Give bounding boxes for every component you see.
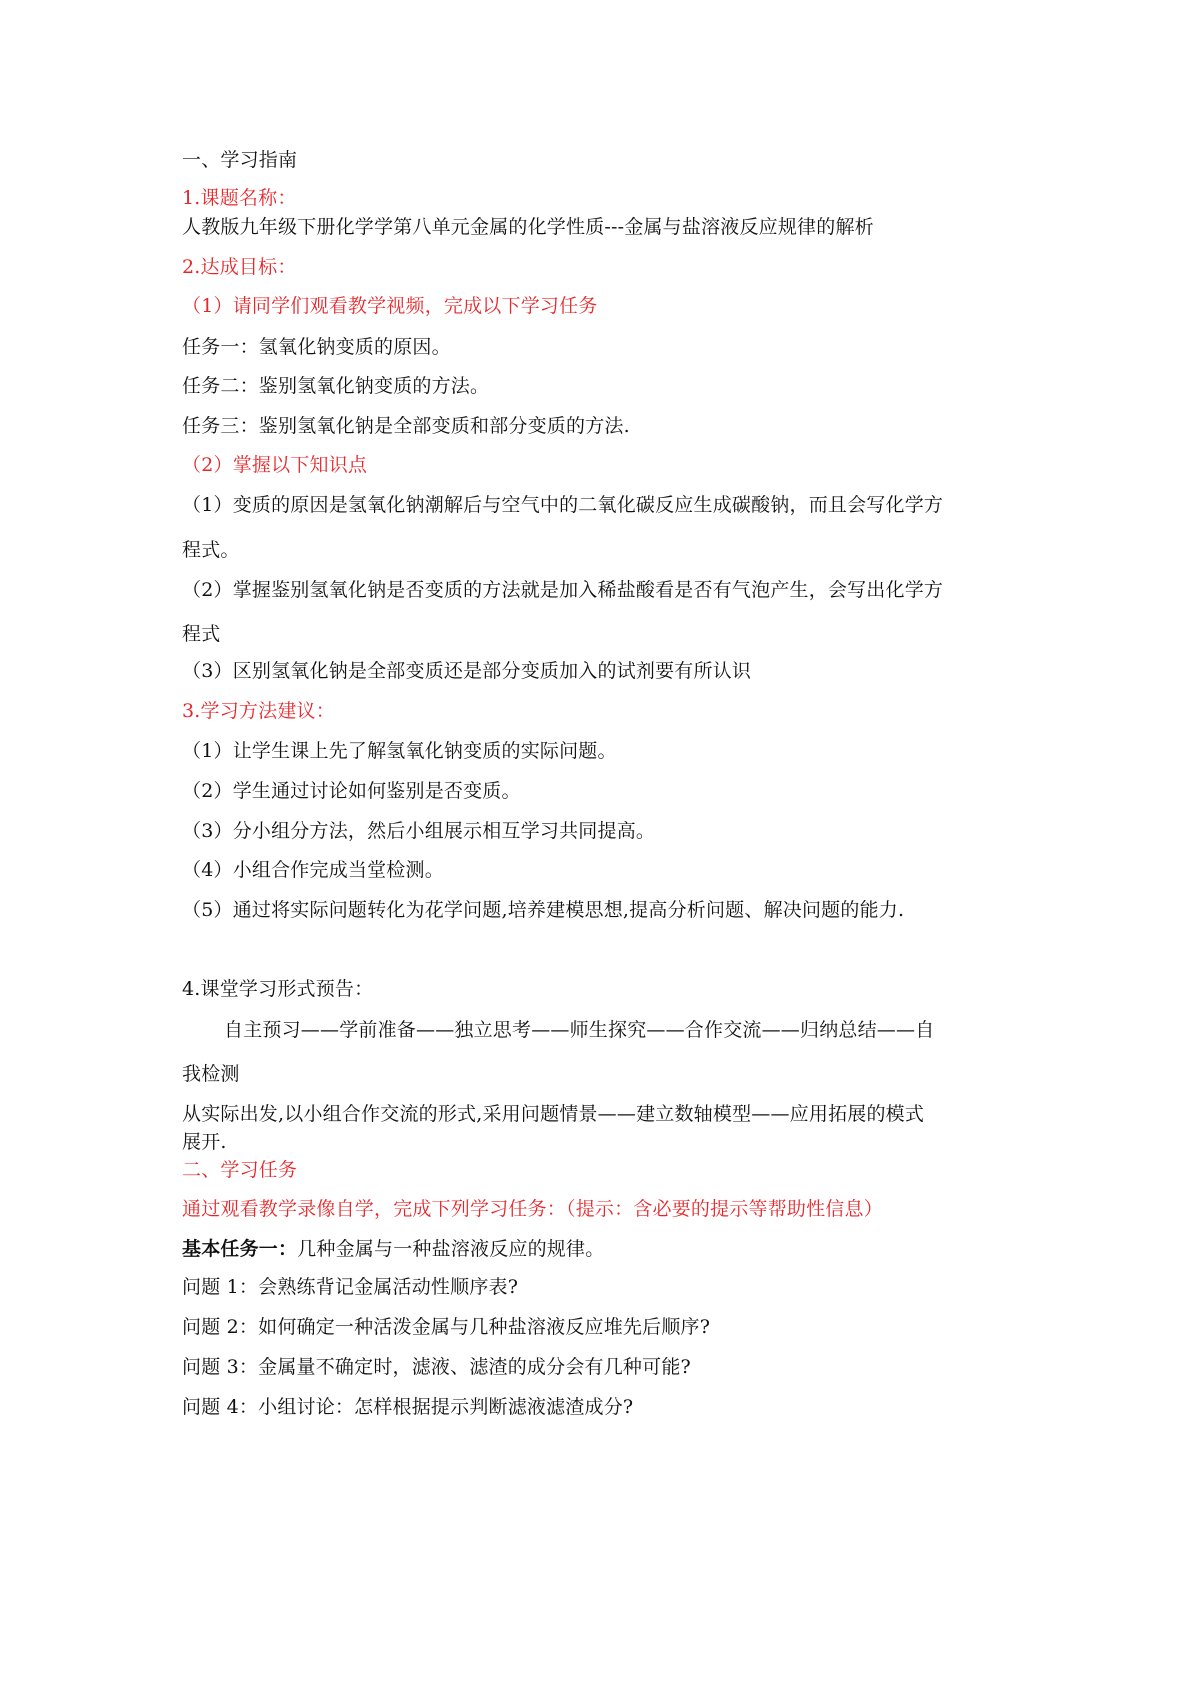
question-item: 问题 4：小组讨论：怎样根据提示判断滤液滤渣成分? <box>182 1396 634 1418</box>
task-item: 任务三：鉴别氢氧化钠是全部变质和部分变质的方法. <box>182 415 630 437</box>
knowledge-line: 程式。 <box>182 539 240 561</box>
method-item: （2）学生通过讨论如何鉴别是否变质。 <box>182 780 521 802</box>
basic-task-label: 基本任务一： <box>182 1238 298 1260</box>
question-item: 问题 3：金属量不确定时，滤液、滤渣的成分会有几种可能? <box>182 1356 691 1378</box>
form-line: 从实际出发,以小组合作交流的形式,采用问题情景——建立数轴模型——应用拓展的模式 <box>182 1103 925 1125</box>
goal-subheading-2: （2）掌握以下知识点 <box>182 454 368 476</box>
basic-task-text: 几种金属与一种盐溶液反应的规律。 <box>297 1238 605 1260</box>
question-item: 问题 2：如何确定一种活泼金属与几种盐溶液反应堆先后顺序? <box>182 1316 711 1338</box>
form-line: 自主预习——学前准备——独立思考——师生探究——合作交流——归纳总结——自 <box>224 1019 935 1041</box>
method-item: （5）通过将实际问题转化为花学问题,培养建模思想,提高分析问题、解决问题的能力. <box>182 899 905 921</box>
form-line: 展开. <box>182 1131 227 1153</box>
method-label: 3.学习方法建议： <box>182 700 335 722</box>
knowledge-line: 程式 <box>182 623 221 645</box>
method-item: （1）让学生课上先了解氢氧化钠变质的实际问题。 <box>182 740 617 762</box>
knowledge-line: （2）掌握鉴别氢氧化钠是否变质的方法就是加入稀盐酸看是否有气泡产生，会写出化学方 <box>182 579 944 601</box>
question-item: 问题 1：会熟练背记金属活动性顺序表? <box>182 1276 519 1298</box>
topic-label: 1.课题名称： <box>182 187 297 209</box>
method-item: （3）分小组分方法，然后小组展示相互学习共同提高。 <box>182 820 656 842</box>
knowledge-line: （1）变质的原因是氢氧化钠潮解后与空气中的二氧化碳反应生成碳酸钠，而且会写化学方 <box>182 494 944 516</box>
basic-task-line <box>182 1236 604 1262</box>
method-item: （4）小组合作完成当堂检测。 <box>182 859 444 881</box>
knowledge-line: （3）区别氢氧化钠是全部变质还是部分变质加入的试剂要有所认识 <box>182 660 752 682</box>
task-item: 任务一：氢氧化钠变质的原因。 <box>182 336 451 358</box>
section2-intro: 通过观看教学录像自学，完成下列学习任务：（提示：含必要的提示等帮助性信息） <box>182 1198 883 1220</box>
section2-heading: 二、学习任务 <box>182 1159 298 1181</box>
goal-subheading-1: （1）请同学们观看教学视频，完成以下学习任务 <box>182 295 598 317</box>
form-line: 我检测 <box>182 1063 240 1085</box>
task-item: 任务二：鉴别氢氧化钠变质的方法。 <box>182 375 490 397</box>
form-label: 4.课堂学习形式预告： <box>182 978 374 1000</box>
section1-heading: 一、学习指南 <box>182 149 298 171</box>
topic-text: 人教版九年级下册化学学第八单元金属的化学性质---金属与盐溶液反应规律的解析 <box>182 216 874 238</box>
goal-label: 2.达成目标： <box>182 256 297 278</box>
